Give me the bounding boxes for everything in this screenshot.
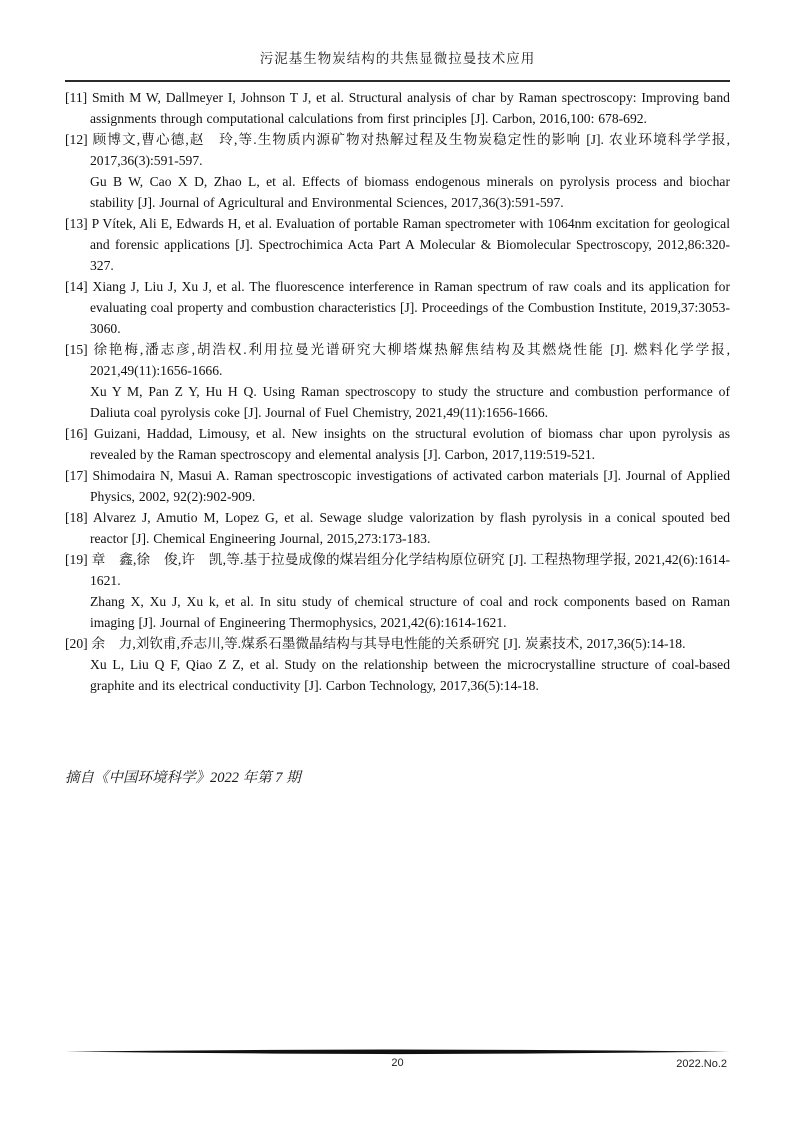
reference-item bbox=[65, 549, 730, 633]
reference-citation: [19] 章 鑫,徐 俊,许 凯,等.基于拉曼成像的煤岩组分化学结构原位研究 [J]. 工程热物理学报, 2021,42(6):1614-1621. bbox=[65, 552, 731, 588]
reference-item bbox=[65, 507, 730, 549]
reference-label: [14] bbox=[65, 279, 93, 294]
reference-item bbox=[65, 465, 730, 507]
reference-citation: [18] Alvarez J, Amutio M, Lopez G, et al. Sewage sludge valorization by flash pyrolysis in a conical spouted bed reactor [J]. Chemical Engineering Journal, 2015,273:173-183. bbox=[65, 510, 730, 546]
footer-text-row bbox=[65, 1057, 730, 1073]
reference-label: [17] bbox=[65, 468, 93, 483]
reference-citation: [16] Guizani, Haddad, Limousy, et al. New insights on the structural evolution of biomass char upon pyrolysis as revealed by the Raman spectroscopy and elemental analysis [J]. Carbon, 2017,119:519-521. bbox=[65, 426, 730, 462]
reference-item bbox=[65, 339, 730, 423]
reference-label: [15] bbox=[65, 342, 94, 357]
reference-citation: [15] 徐艳梅,潘志彦,胡浩权.利用拉曼光谱研究大柳塔煤热解焦结构及其燃烧性能 [J]. 燃料化学学报, 2021,49(11):1656-1666. bbox=[65, 342, 730, 378]
reference-list bbox=[65, 87, 730, 696]
page-number: 20 bbox=[391, 1057, 404, 1069]
page-footer bbox=[65, 1049, 730, 1073]
reference-label: [19] bbox=[65, 552, 92, 567]
reference-item bbox=[65, 213, 730, 276]
reference-label: [16] bbox=[65, 426, 94, 441]
reference-translation: Xu Y M, Pan Z Y, Hu H Q. Using Raman spectroscopy to study the structure and combustion performance of Daliuta coal pyrolysis coke [J]. Journal of Fuel Chemistry, 2021,49(11):1656-1666. bbox=[90, 384, 730, 420]
reference-translation: Gu B W, Cao X D, Zhao L, et al. Effects of biomass endogenous minerals on pyrolysis process and biochar stability [J]. Journal of Agricultural and Environmental Sciences, 2017,36(3):591-597. bbox=[90, 174, 730, 210]
reference-label: [11] bbox=[65, 90, 92, 105]
reference-translation: Zhang X, Xu J, Xu k, et al. In situ study of chemical structure of coal and rock components based on Raman imaging [J]. Journal of Engineering Thermophysics, 2021,42(6):1614-1621. bbox=[90, 594, 730, 630]
issue-label: 2022.No.2 bbox=[676, 1058, 727, 1070]
reference-citation: [12] 顾博文,曹心德,赵 玲,等.生物质内源矿物对热解过程及生物炭稳定性的影响 [J]. 农业环境科学学报, 2017,36(3):591-597. bbox=[65, 132, 730, 168]
source-note: 摘自《中国环境科学》2022 年第 7 期 bbox=[65, 770, 301, 786]
reference-item bbox=[65, 633, 730, 696]
reference-translation: Xu L, Liu Q F, Qiao Z Z, et al. Study on the relationship between the microcrystalline structure of coal-based graphite and its electrical conductivity [J]. Carbon Technology, 2017,36(5):14-18. bbox=[90, 657, 730, 693]
running-title: 污泥基生物炭结构的共焦显微拉曼技术应用 bbox=[259, 51, 536, 66]
reference-label: [18] bbox=[65, 510, 93, 525]
reference-citation: [20] 余 力,刘钦甫,乔志川,等.煤系石墨微晶结构与其导电性能的关系研究 [J]. 炭素技术, 2017,36(5):14-18. bbox=[65, 636, 686, 651]
reference-item bbox=[65, 276, 730, 339]
reference-label: [13] bbox=[65, 216, 92, 231]
footer-rule bbox=[65, 1049, 730, 1055]
reference-item bbox=[65, 129, 730, 213]
reference-citation: [14] Xiang J, Liu J, Xu J, et al. The fluorescence interference in Raman spectrum of raw coals and its application for evaluating coal property and combustion characteristics [J]. Proceedings of the Combustion Institute, 2019,37:3053-3060. bbox=[65, 279, 731, 336]
reference-label: [20] bbox=[65, 636, 92, 651]
reference-item bbox=[65, 423, 730, 465]
reference-citation: [13] P Vítek, Ali E, Edwards H, et al. Evaluation of portable Raman spectrometer with 1064nm excitation for geological and forensic applications [J]. Spectrochimica Acta Part A Molecular & Biomolecular Spectroscopy, 2012,86:320-327. bbox=[65, 216, 730, 273]
reference-citation: [17] Shimodaira N, Masui A. Raman spectroscopic investigations of activated carbon materials [J]. Journal of Applied Physics, 2002, 92(2):902-909. bbox=[65, 468, 731, 504]
reference-citation: [11] Smith M W, Dallmeyer I, Johnson T J, et al. Structural analysis of char by Raman spectroscopy: Improving band assignments through computational calculations from first principles [J]. Carbon, 2016,100: 678-692. bbox=[65, 90, 730, 126]
header-rule bbox=[65, 80, 730, 82]
reference-item bbox=[65, 87, 730, 129]
reference-label: [12] bbox=[65, 132, 93, 147]
